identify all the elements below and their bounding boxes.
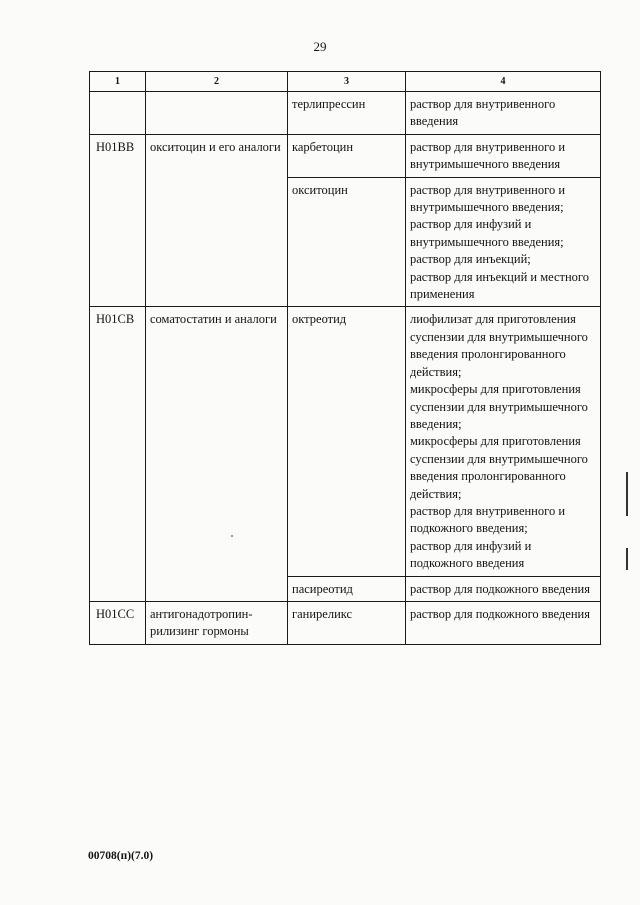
group-name-cell bbox=[146, 92, 288, 135]
header-col-2: 2 bbox=[146, 72, 288, 92]
table-row bbox=[90, 307, 601, 576]
dosage-form: раствор для инъекций; bbox=[410, 252, 531, 267]
dosage-form: раствор для внутривенного введения bbox=[410, 97, 556, 129]
table-row bbox=[90, 134, 601, 177]
atc-code-cell: H01CC bbox=[90, 601, 146, 644]
dosage-form: раствор для внутривенного и подкожного введения; bbox=[410, 503, 566, 536]
scan-speck bbox=[231, 535, 233, 537]
table-row bbox=[90, 601, 601, 644]
dosage-form: микросферы для приготовления суспензии для внутримышечного введения пролонгированного действия; bbox=[410, 434, 588, 501]
group-name-cell: окситоцин и его аналоги bbox=[146, 134, 288, 307]
dosage-form: раствор для инъекций и местного применения bbox=[410, 269, 589, 302]
dosage-form: раствор для подкожного введения bbox=[410, 606, 590, 621]
scan-edge-mark bbox=[626, 548, 628, 570]
footer-document-code: 00708(п)(7.0) bbox=[88, 850, 154, 862]
atc-code-cell bbox=[90, 92, 146, 135]
scan-edge-mark bbox=[626, 472, 628, 516]
dosage-form: микросферы для приготовления суспензии для внутримышечного введения; bbox=[410, 382, 588, 431]
dosage-form: раствор для инфузий и подкожного введения bbox=[410, 538, 532, 571]
table-header-row bbox=[90, 72, 601, 92]
inn-cell: пасиреотид bbox=[288, 576, 406, 601]
atc-code-cell: H01CB bbox=[90, 307, 146, 602]
header-col-3: 3 bbox=[288, 72, 406, 92]
drug-table bbox=[89, 71, 601, 645]
page-number: 29 bbox=[313, 39, 327, 54]
table-row bbox=[90, 92, 601, 135]
inn-cell: ганиреликс bbox=[288, 601, 406, 644]
dosage-form-cell bbox=[406, 134, 601, 177]
inn-cell: терлипрессин bbox=[288, 92, 406, 135]
inn-cell: окситоцин bbox=[288, 177, 406, 307]
dosage-form: раствор для внутривенного и внутримышечного введения bbox=[410, 139, 566, 172]
atc-code-cell: H01BB bbox=[90, 134, 146, 307]
dosage-form-cell bbox=[406, 177, 601, 307]
group-name-cell: соматостатин и аналоги bbox=[146, 307, 288, 602]
header-col-1: 1 bbox=[90, 72, 146, 92]
dosage-form-cell bbox=[406, 307, 601, 576]
inn-cell: октреотид bbox=[288, 307, 406, 576]
group-name-cell: антигонадотропин-рилизинг гормоны bbox=[146, 601, 288, 644]
dosage-form: раствор для подкожного введения bbox=[410, 581, 590, 596]
dosage-form: раствор для инфузий и внутримышечного введения; bbox=[410, 217, 564, 249]
dosage-form-cell bbox=[406, 601, 601, 644]
dosage-form: лиофилизат для приготовления суспензии для внутримышечного введения пролонгированного действия; bbox=[410, 312, 588, 379]
dosage-form-cell bbox=[406, 576, 601, 601]
header-col-4: 4 bbox=[406, 72, 601, 92]
inn-cell: карбетоцин bbox=[288, 134, 406, 177]
dosage-form: раствор для внутривенного и внутримышечного введения; bbox=[410, 182, 566, 215]
dosage-form-cell bbox=[406, 92, 601, 135]
